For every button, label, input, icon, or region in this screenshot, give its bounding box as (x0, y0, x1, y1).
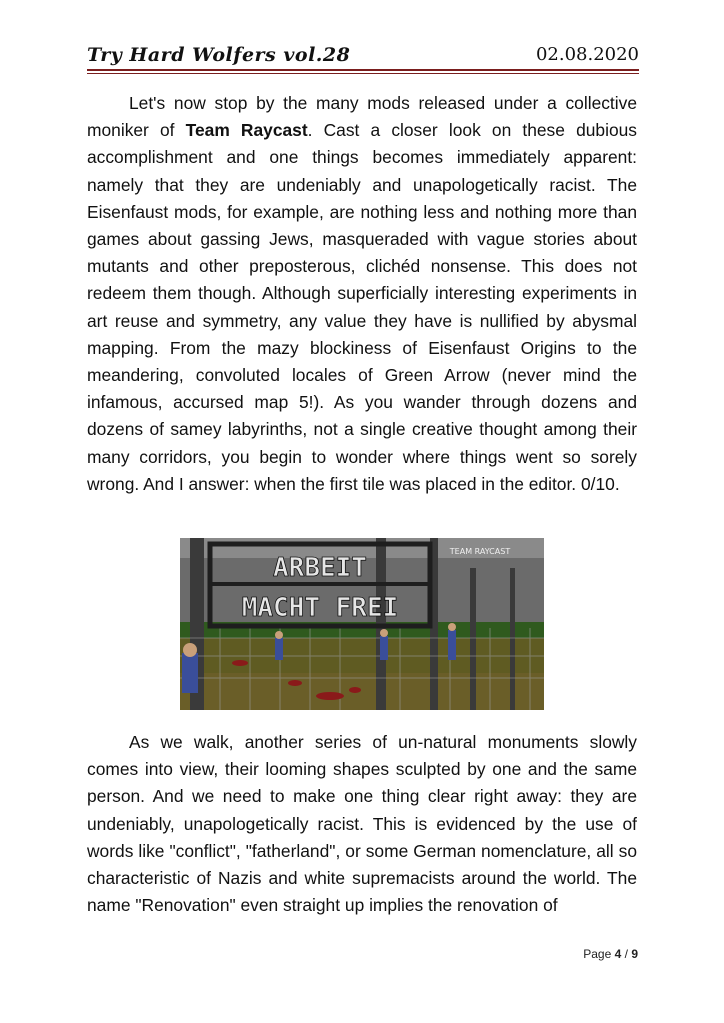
p2-text: As we walk, another series of un-natural monuments slowly comes into view, their looming shapes sculpted by one and the same person. And we need to make one thing clear right away: they are undeniably, unapologetically racist. This is evidenced by the use of words like "conflict", "fatherland", or some German nomenclature, all so characteristic of Nazis and white supremacists around the world. The name "Renovation" even straight up implies the renovation of (87, 732, 637, 916)
header-rule-thin (87, 73, 639, 74)
issue-date: 02.08.2020 (535, 44, 639, 65)
team-raycast-watermark: TEAM RAYCAST (449, 547, 511, 556)
page-total: 9 (631, 947, 638, 961)
page-separator: / (624, 947, 628, 961)
gate-sign-line2: MACHT FREI (241, 593, 399, 623)
page-current: 4 (614, 947, 622, 961)
p1-text-end: . Cast a closer look on these dubious accomplishment and one things becomes immediately apparent: namely that they are undeniably and unapologetically racist. The Eisenfaust mods, for example, are nothing less and nothing more than games about gassing Jews, masqueraded with vague stories about mutants and other preposterous, clichéd nonsense. This does not redeem them though. Although superficially interesting experiments in art reuse and symmetry, any value they have is nullified by abysmal mapping. From the mazy blockiness of Eisenfaust Origins to the meandering, convoluted locales of Green Arrow (never mind the infamous, accursed map 5!). As you wander through dozens and dozens of samey labyrinths, not a single creative thought among their many corridors, you begin to wonder where things went so sorely wrong. And I answer: when the first tile was placed in the editor. 0/10. (87, 120, 637, 494)
paragraph-team-raycast (87, 90, 637, 498)
page-footer (583, 947, 638, 961)
gate-sign-line1: ARBEIT (273, 553, 367, 583)
header-rule-thick (87, 69, 639, 71)
page-header (87, 44, 639, 70)
page-label: Page (583, 947, 612, 961)
p1-text-start: Let's now stop by the many mods released under a collective moniker of (87, 93, 637, 141)
game-scene-illustration (180, 538, 544, 710)
magazine-title: Try Hard Wolfers vol.28 (87, 44, 351, 66)
game-screenshot-figure (180, 538, 544, 710)
paragraph-monuments (87, 729, 637, 919)
p1-bold-team-raycast: Team Raycast (185, 120, 308, 141)
